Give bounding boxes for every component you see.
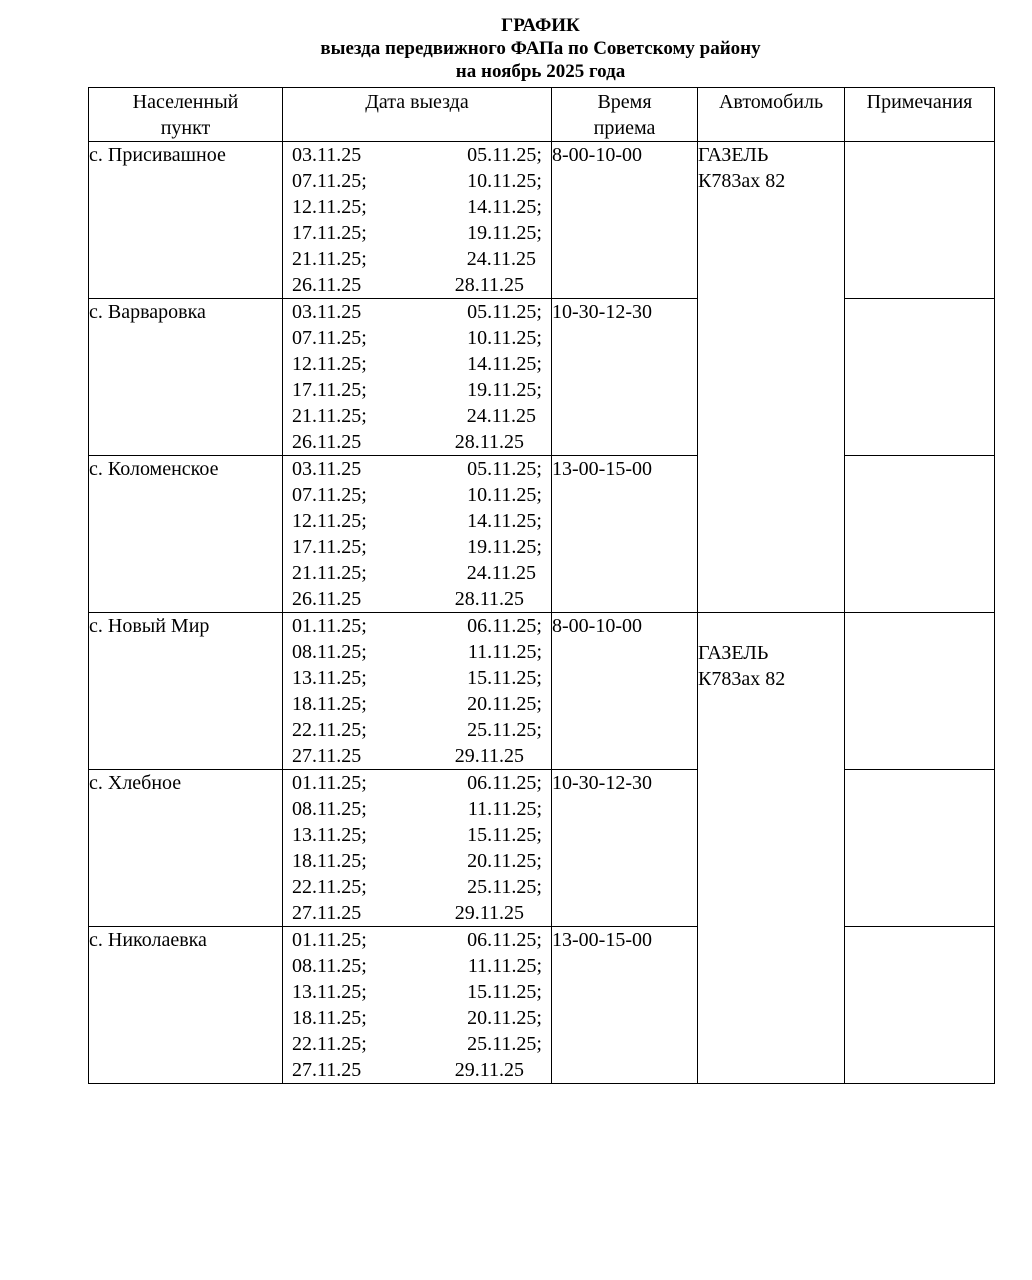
- header-time-line1: Время: [597, 91, 652, 113]
- date-value: 12.11.25;: [292, 510, 367, 532]
- date-value: 18.11.25;: [292, 1007, 367, 1029]
- date-line: [283, 848, 551, 874]
- header-place-line2: пункт: [160, 117, 211, 139]
- date-line: [283, 194, 551, 220]
- date-value: 28.11.25: [454, 274, 524, 296]
- date-value: 27.11.25: [292, 1059, 362, 1081]
- date-line: [283, 743, 551, 769]
- date-line: [283, 1005, 551, 1031]
- car-model: ГАЗЕЛЬ: [698, 642, 769, 664]
- date-value: 17.11.25;: [292, 222, 367, 244]
- date-line: [283, 1057, 551, 1083]
- date-value: 14.11.25;: [467, 353, 542, 375]
- date-value: 15.11.25;: [467, 824, 542, 846]
- date-value: 28.11.25: [454, 431, 524, 453]
- time-cell: 10-30-12-30: [552, 299, 698, 456]
- date-value: 03.11.25: [292, 301, 362, 323]
- date-value: 21.11.25;: [292, 562, 367, 584]
- notes-cell: [845, 927, 995, 1084]
- header-time-line2: приема: [593, 117, 656, 139]
- dates-cell: [283, 770, 552, 927]
- place-cell: с. Хлебное: [89, 770, 283, 927]
- header-place-line1: Населенный: [132, 91, 239, 113]
- dates-cell: [283, 927, 552, 1084]
- schedule-body: [89, 142, 995, 1084]
- date-value: 06.11.25;: [467, 929, 542, 951]
- time-cell: 8-00-10-00: [552, 613, 698, 770]
- notes-cell: [845, 456, 995, 613]
- date-value: 27.11.25: [292, 902, 362, 924]
- date-line: [283, 429, 551, 455]
- date-value: 11.11.25;: [467, 798, 542, 820]
- date-value: 08.11.25;: [292, 955, 367, 977]
- time-cell: 13-00-15-00: [552, 456, 698, 613]
- place-cell: с. Коломенское: [89, 456, 283, 613]
- place-cell: с. Варваровка: [89, 299, 283, 456]
- date-value: 07.11.25;: [292, 170, 367, 192]
- date-value: 18.11.25;: [292, 850, 367, 872]
- date-value: 08.11.25;: [292, 798, 367, 820]
- header-time: [552, 88, 698, 142]
- date-value: 27.11.25: [292, 745, 362, 767]
- date-value: 05.11.25;: [467, 458, 542, 480]
- date-value: 29.11.25: [454, 902, 524, 924]
- date-value: 13.11.25;: [292, 824, 367, 846]
- time-cell: 10-30-12-30: [552, 770, 698, 927]
- dates-cell: [283, 613, 552, 770]
- title-line-3: на ноябрь 2025 года: [455, 61, 626, 82]
- date-line: [283, 168, 551, 194]
- date-line: [283, 900, 551, 926]
- date-value: 28.11.25: [454, 588, 524, 610]
- car-plate: К783ах 82: [698, 668, 786, 690]
- date-line: [283, 560, 551, 586]
- date-line: [283, 874, 551, 900]
- date-line: [283, 220, 551, 246]
- header-row: [89, 88, 995, 142]
- date-value: 20.11.25;: [467, 693, 542, 715]
- date-value: 07.11.25;: [292, 484, 367, 506]
- date-line: [283, 1031, 551, 1057]
- notes-cell: [845, 299, 995, 456]
- date-line: [283, 325, 551, 351]
- date-value: 29.11.25: [454, 745, 524, 767]
- date-value: 24.11.25: [466, 562, 536, 584]
- date-value: 21.11.25;: [292, 248, 367, 270]
- car-cell: [698, 142, 845, 613]
- schedule-table: [88, 87, 995, 1084]
- table-row: [89, 142, 995, 299]
- date-value: 01.11.25;: [292, 615, 367, 637]
- date-value: 26.11.25: [292, 431, 362, 453]
- date-line: [283, 717, 551, 743]
- date-line: [283, 665, 551, 691]
- date-value: 11.11.25;: [467, 955, 542, 977]
- date-value: 17.11.25;: [292, 536, 367, 558]
- date-value: 06.11.25;: [467, 772, 542, 794]
- date-line: [283, 482, 551, 508]
- title-line-2: выезда передвижного ФАПа по Советскому району: [320, 38, 761, 59]
- date-line: [283, 351, 551, 377]
- date-value: 03.11.25: [292, 144, 362, 166]
- date-value: 12.11.25;: [292, 353, 367, 375]
- date-value: 19.11.25;: [467, 536, 542, 558]
- date-line: [283, 456, 551, 482]
- date-line: [283, 796, 551, 822]
- date-line: [283, 534, 551, 560]
- date-value: 06.11.25;: [467, 615, 542, 637]
- dates-cell: [283, 456, 552, 613]
- date-value: 14.11.25;: [467, 510, 542, 532]
- time-cell: 13-00-15-00: [552, 927, 698, 1084]
- date-value: 20.11.25;: [467, 850, 542, 872]
- header-notes: Примечания: [845, 88, 995, 142]
- date-value: 24.11.25: [466, 405, 536, 427]
- place-cell: с. Новый Мир: [89, 613, 283, 770]
- dates-cell: [283, 142, 552, 299]
- date-value: 10.11.25;: [467, 484, 542, 506]
- date-value: 25.11.25;: [467, 876, 542, 898]
- date-value: 22.11.25;: [292, 719, 367, 741]
- date-value: 25.11.25;: [467, 1033, 542, 1055]
- date-value: 01.11.25;: [292, 772, 367, 794]
- date-value: 22.11.25;: [292, 1033, 367, 1055]
- date-value: 29.11.25: [454, 1059, 524, 1081]
- date-line: [283, 927, 551, 953]
- date-value: 26.11.25: [292, 588, 362, 610]
- date-line: [283, 508, 551, 534]
- date-value: 26.11.25: [292, 274, 362, 296]
- car-model: ГАЗЕЛЬ: [698, 144, 769, 166]
- date-value: 15.11.25;: [467, 667, 542, 689]
- date-value: 05.11.25;: [467, 144, 542, 166]
- date-line: [283, 142, 551, 168]
- notes-cell: [845, 770, 995, 927]
- table-row: [89, 613, 995, 770]
- date-value: 19.11.25;: [467, 222, 542, 244]
- document-title: [88, 14, 993, 83]
- notes-cell: [845, 142, 995, 299]
- table-row: [89, 299, 995, 456]
- date-value: 12.11.25;: [292, 196, 367, 218]
- date-line: [283, 613, 551, 639]
- date-value: 17.11.25;: [292, 379, 367, 401]
- car-plate: К783ах 82: [698, 170, 786, 192]
- date-value: 24.11.25: [466, 248, 536, 270]
- date-line: [283, 272, 551, 298]
- date-line: [283, 403, 551, 429]
- date-value: 20.11.25;: [467, 1007, 542, 1029]
- car-cell: [698, 613, 845, 1084]
- time-cell: 8-00-10-00: [552, 142, 698, 299]
- date-value: 19.11.25;: [467, 379, 542, 401]
- date-value: 10.11.25;: [467, 327, 542, 349]
- date-value: 03.11.25: [292, 458, 362, 480]
- header-place: [89, 88, 283, 142]
- date-value: 22.11.25;: [292, 876, 367, 898]
- date-line: [283, 979, 551, 1005]
- table-row: [89, 927, 995, 1084]
- date-value: 15.11.25;: [467, 981, 542, 1003]
- date-value: 08.11.25;: [292, 641, 367, 663]
- table-row: [89, 456, 995, 613]
- place-cell: с. Николаевка: [89, 927, 283, 1084]
- date-value: 07.11.25;: [292, 327, 367, 349]
- date-line: [283, 377, 551, 403]
- date-value: 25.11.25;: [467, 719, 542, 741]
- date-line: [283, 246, 551, 272]
- notes-cell: [845, 613, 995, 770]
- dates-cell: [283, 299, 552, 456]
- date-value: 14.11.25;: [467, 196, 542, 218]
- date-value: 13.11.25;: [292, 667, 367, 689]
- date-value: 05.11.25;: [467, 301, 542, 323]
- date-value: 18.11.25;: [292, 693, 367, 715]
- date-line: [283, 770, 551, 796]
- header-date: Дата выезда: [283, 88, 552, 142]
- date-line: [283, 639, 551, 665]
- date-value: 01.11.25;: [292, 929, 367, 951]
- date-value: 21.11.25;: [292, 405, 367, 427]
- table-row: [89, 770, 995, 927]
- place-cell: с. Присивашное: [89, 142, 283, 299]
- date-value: 11.11.25;: [467, 641, 542, 663]
- date-line: [283, 586, 551, 612]
- date-line: [283, 691, 551, 717]
- title-line-1: ГРАФИК: [501, 15, 580, 36]
- date-line: [283, 299, 551, 325]
- date-line: [283, 953, 551, 979]
- date-value: 10.11.25;: [467, 170, 542, 192]
- header-car: Автомобиль: [698, 88, 845, 142]
- date-value: 13.11.25;: [292, 981, 367, 1003]
- date-line: [283, 822, 551, 848]
